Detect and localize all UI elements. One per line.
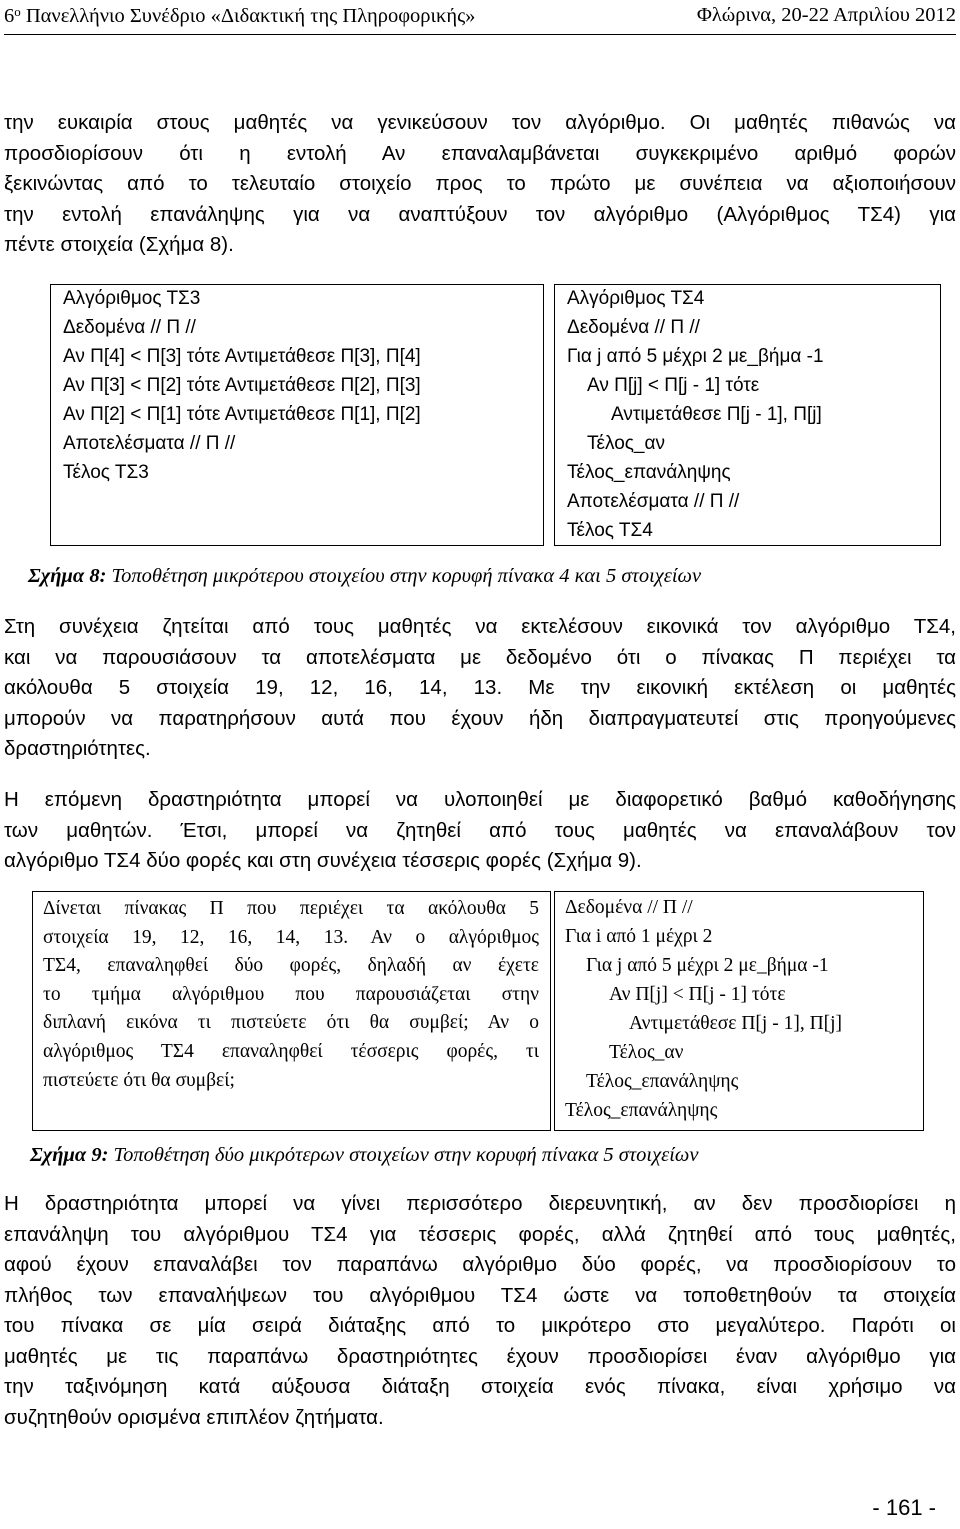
text-line: συζητηθούν ορισμένα επιπλέον ζητήματα. bbox=[4, 1405, 384, 1429]
question-text bbox=[43, 895, 539, 1095]
text-line: ακόλουθα 5 στοιχεία 19, 12, 16, 14, 13. Με την εικονική εκτέλεση οι μαθητές bbox=[4, 676, 956, 699]
code-line: Τέλος_επανάληψης bbox=[567, 462, 731, 483]
text-line: προσδιορίσουν ότι η εντολή Αν επαναλαμβάνεται συγκεκριμένο αριθμό φορών bbox=[4, 141, 956, 165]
text-line: Στη συνέχεια ζητείται από τους μαθητές να εκτελέσουν εικονικά τον αλγόριθμο ΤΣ4, bbox=[4, 615, 956, 638]
text-line: αφού έχουν επαναλάβει τον παραπάνω αλγόριθμο δύο φορές, να προσδιορίσουν το bbox=[4, 1253, 956, 1276]
header-place-date: Φλώρινα, 20-22 Απριλίου 2012 bbox=[696, 4, 956, 26]
text-line: του πίνακα σε μία σειρά διάταξης από το μικρότερο στο μεγαλύτερο. Παρότι οι bbox=[4, 1314, 956, 1337]
text-line: την ευκαιρία στους μαθητές να γενικεύσουν τον αλγόριθμο. Οι μαθητές πιθανώς να bbox=[4, 111, 956, 134]
paragraph-1 bbox=[4, 108, 956, 261]
text-line: πέντε στοιχεία (Σχήμα 8). bbox=[4, 233, 234, 256]
code-line: Για j από 5 μέχρι 2 με_βήμα -1 bbox=[586, 955, 829, 976]
question-box bbox=[32, 891, 551, 1131]
text-line: πιστεύετε ότι θα συμβεί; bbox=[43, 1069, 235, 1091]
code-line: Αντιμετάθεσε Π[j - 1], Π[j] bbox=[629, 1013, 843, 1034]
text-line: των μαθητών. Έτσι, μπορεί να ζητηθεί από τους μαθητές να επαναλάβουν τον bbox=[4, 818, 956, 842]
figure-9-caption: Σχήμα 9: Τοποθέτηση δύο μικρότερων στοιχείων στην κορυφή πίνακα 5 στοιχείων bbox=[30, 1144, 699, 1166]
text-line: διπλανή εικόνα τι πιστεύετε ότι θα συμβεί; Αν ο bbox=[43, 1012, 539, 1034]
text-line: και να παρουσιάσουν τα αποτελέσματα με δεδομένο ότι ο πίνακας Π περιέχει τα bbox=[4, 645, 956, 669]
text-line: το τμήμα αλγόριθμου που παρουσιάζεται στην bbox=[43, 983, 539, 1005]
code-line: Αν Π[j] < Π[j - 1] τότε bbox=[587, 375, 760, 396]
code-line: Τέλος_αν bbox=[587, 433, 665, 454]
text-line: ξεκινώντας από το τελευταίο στοιχείο προς το πρώτο με συνέπεια να αξιοποιήσουν bbox=[4, 172, 956, 195]
header-conference: $6^o$ Πανελλήνιο Συνέδριο «Διδακτική της Πληροφορικής» bbox=[4, 4, 476, 27]
code-line: Αλγόριθμος ΤΣ4 bbox=[567, 288, 705, 309]
running-header bbox=[4, 4, 956, 35]
paragraph-2 bbox=[4, 612, 956, 765]
code-line: Αν Π[j] < Π[j - 1] τότε bbox=[609, 984, 786, 1005]
code-line: Για j από 5 μέχρι 2 με_βήμα -1 bbox=[567, 346, 824, 367]
code-line: Αποτελέσματα // Π // bbox=[567, 491, 740, 512]
text-line: πλήθος των επαναλήψεων του αλγόριθμου ΤΣ4 ώστε να τοποθετηθούν τα στοιχεία bbox=[4, 1283, 956, 1307]
algorithm-ts3-box bbox=[50, 284, 544, 546]
nested-loop-algorithm-box bbox=[554, 891, 924, 1131]
figure-8-caption: Σχήμα 8: Τοποθέτηση μικρότερου στοιχείου στην κορυφή πίνακα 4 και 5 στοιχείων bbox=[28, 565, 702, 587]
code-line: Δεδομένα // Π // bbox=[63, 317, 196, 338]
code-line: Τέλος_επανάληψης bbox=[586, 1071, 739, 1092]
text-line: αλγόριθμο ΤΣ4 δύο φορές και στη συνέχεια τέσσερις φορές (Σχήμα 9). bbox=[4, 849, 642, 872]
algorithm-ts4-box bbox=[554, 284, 941, 546]
code-line: Τέλος_αν bbox=[609, 1042, 684, 1063]
text-line: Δίνεται πίνακας Π που περιέχει τα ακόλουθα 5 bbox=[43, 898, 539, 919]
text-line: ΤΣ4, επαναληφθεί δύο φορές, δηλαδή αν έχετε bbox=[43, 955, 539, 977]
text-line: την εντολή επανάληψης για να αναπτύξουν τον αλγόριθμο (Αλγόριθμος ΤΣ4) για bbox=[4, 202, 956, 226]
page-number: - 161 - bbox=[872, 1495, 936, 1520]
code-line: Δεδομένα // Π // bbox=[565, 897, 693, 918]
code-line: Τέλος ΤΣ3 bbox=[63, 462, 149, 483]
code-line: Αν Π[2] < Π[1] τότε Αντιμετάθεσε Π[1], Π[2] bbox=[63, 404, 421, 425]
code-line: Αντιμετάθεσε Π[j - 1], Π[j] bbox=[611, 404, 822, 425]
text-line: αλγόριθμος ΤΣ4 επαναληφθεί τέσσερις φορές, τι bbox=[43, 1040, 539, 1062]
paragraph-4 bbox=[4, 1189, 956, 1433]
text-line: την ταξινόμηση κατά αύξουσα διάταξη στοιχεία ενός πίνακα, είναι χρήσιμο να bbox=[4, 1375, 956, 1398]
text-line: επανάληψη του αλγόριθμου ΤΣ4 για τέσσερις φορές, αλλά ζητηθεί από τους μαθητές, bbox=[4, 1222, 956, 1246]
code-line: Αν Π[4] < Π[3] τότε Αντιμετάθεσε Π[3], Π[4] bbox=[63, 346, 421, 367]
code-line: Αποτελέσματα // Π // bbox=[63, 433, 236, 454]
code-line: Δεδομένα // Π // bbox=[567, 317, 700, 338]
code-line: Τέλος_επανάληψης bbox=[565, 1100, 718, 1121]
text-line: δραστηριότητες. bbox=[4, 737, 151, 760]
paragraph-3 bbox=[4, 785, 956, 877]
text-line: Η επόμενη δραστηριότητα μπορεί να υλοποιηθεί με διαφορετικό βαθμό καθοδήγησης bbox=[4, 788, 956, 811]
code-line: Για i από 1 μέχρι 2 bbox=[565, 926, 713, 947]
code-line: Αν Π[3] < Π[2] τότε Αντιμετάθεσε Π[2], Π[3] bbox=[63, 375, 421, 396]
text-line: μπορούν να παρατηρήσουν αυτά που έχουν ήδη διαπραγματευτεί στις προηγούμενες bbox=[4, 706, 956, 730]
text-line: μαθητές με τις παραπάνω δραστηριότητες έχουν προσδιορίσει έναν αλγόριθμο για bbox=[4, 1344, 956, 1368]
code-line: Τέλος ΤΣ4 bbox=[567, 520, 653, 541]
text-line: Η δραστηριότητα μπορεί να γίνει περισσότερο διερευνητική, αν δεν προσδιορίσει η bbox=[4, 1192, 956, 1215]
text-line: στοιχεία 19, 12, 16, 14, 13. Αν ο αλγόριθμος bbox=[43, 926, 539, 948]
code-line: Αλγόριθμος ΤΣ3 bbox=[63, 288, 201, 309]
